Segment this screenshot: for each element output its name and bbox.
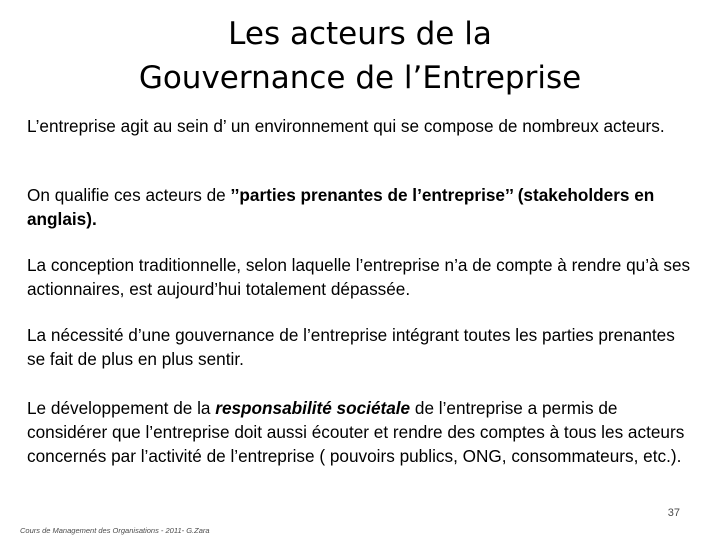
page-number: 37 — [667, 507, 680, 519]
paragraph-stakeholders — [27, 183, 695, 231]
paragraph-traditional-conception — [27, 253, 695, 301]
paragraph-social-responsibility — [27, 396, 695, 468]
slide-title-line-1: Les acteurs de la — [228, 16, 492, 52]
stakeholders-definition: ’’parties prenantes de l’entreprise’’ (stakeholders en anglais). — [27, 185, 655, 229]
paragraph-environment — [27, 114, 695, 138]
paragraph-environment-text: L’entreprise agit au sein d’ un environnement qui se compose de nombreux acteurs. — [27, 116, 665, 136]
paragraph-traditional-conception-text: La conception traditionnelle, selon laquelle l’entreprise n’a de compte à rendre qu’à ses actionnaires, est aujourd’hui totalement dépassée. — [27, 255, 691, 299]
slide-title — [0, 12, 720, 100]
paragraph-social-responsibility-suffix: de l’entreprise a permis de considérer que l’entreprise doit aussi écouter et rendre des comptes à tous les acteurs concernés par l’activité de l’entreprise ( pouvoirs publics, ONG, consommateurs, etc.). — [27, 398, 685, 466]
slide-title-line-2: Gouvernance de l’Entreprise — [138, 60, 582, 96]
paragraph-governance-necessity — [27, 323, 695, 371]
social-responsibility-term: responsabilité sociétale — [215, 398, 411, 418]
footer-course-credit: Cours de Management des Organisations - 2011- G.Zara — [20, 526, 210, 535]
paragraph-governance-necessity-text: La nécessité d’une gouvernance de l’entreprise intégrant toutes les parties prenantes se fait de plus en plus sentir. — [27, 325, 675, 369]
paragraph-stakeholders-text: On qualifie ces acteurs de — [27, 185, 231, 205]
paragraph-social-responsibility-prefix: Le développement de la — [27, 398, 216, 418]
